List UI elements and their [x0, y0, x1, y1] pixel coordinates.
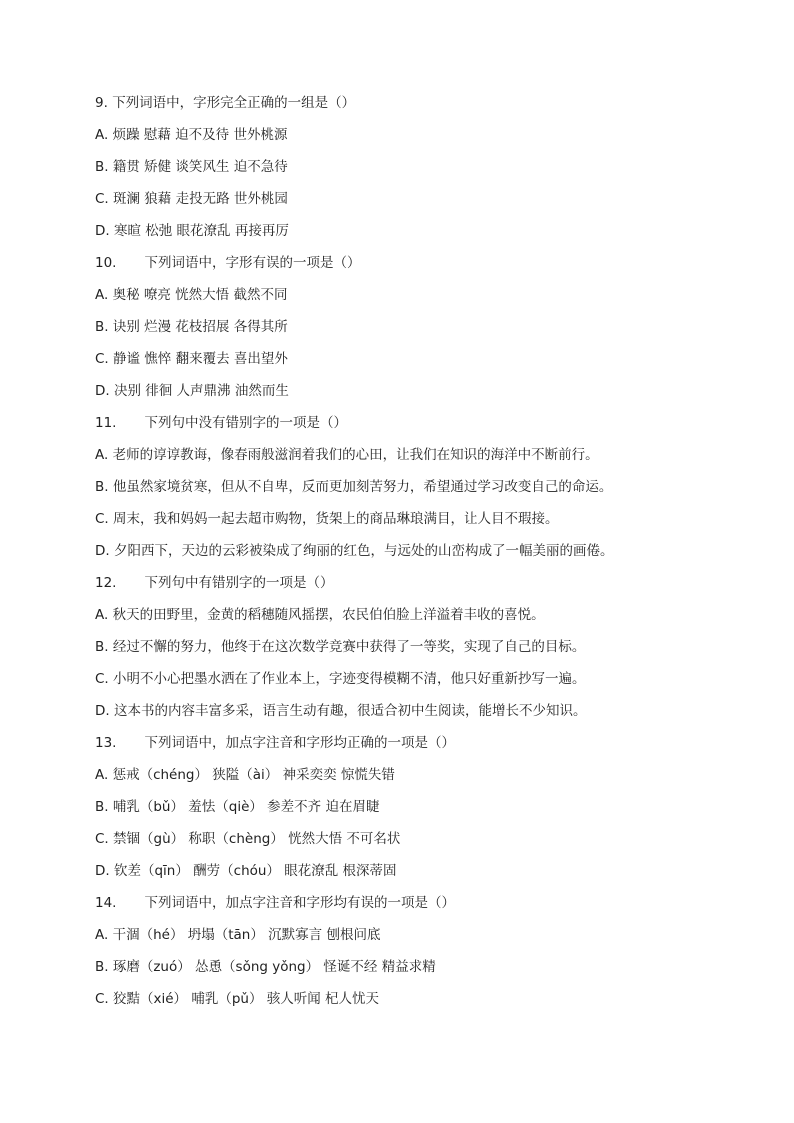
question-9-option-b: B. 籍贯 矫健 谈笑风生 迫不急待: [95, 159, 288, 175]
question-text: 下列句中有错别字的一项是（）: [144, 575, 334, 591]
question-11-option-b: B. 他虽然家境贫寒，但从不自卑，反而更加刻苦努力，希望通过学习改变自己的命运。: [95, 479, 613, 495]
question-text: 下列句中没有错别字的一项是（）: [144, 415, 347, 431]
question-13-option-d: D. 钦差（qīn） 酬劳（chóu） 眼花潦乱 根深蒂固: [95, 863, 397, 879]
question-13-stem: [95, 734, 455, 752]
question-number: 13.: [95, 735, 117, 751]
question-10-option-d: D. 决别 徘徊 人声鼎沸 油然而生: [95, 383, 289, 399]
question-number: 9.: [95, 95, 108, 111]
question-9-option-d: D. 寒暄 松弛 眼花潦乱 再接再厉: [95, 223, 289, 239]
question-10-option-c: C. 静谧 憔悴 翻来覆去 喜出望外: [95, 351, 288, 367]
question-number: 10.: [95, 255, 117, 271]
question-10-option-a: A. 奥秘 嘹亮 恍然大悟 截然不同: [95, 287, 288, 303]
question-13-option-a: A. 惩戒（chéng） 狭隘（ài） 神采奕奕 惊慌失错: [95, 767, 395, 783]
question-12-stem: [95, 574, 333, 592]
question-9-option-a: A. 烦躁 慰藉 迫不及待 世外桃源: [95, 127, 288, 143]
question-12-option-a: A. 秋天的田野里，金黄的稻穗随风摇摆，农民伯伯脸上洋溢着丰收的喜悦。: [95, 607, 545, 623]
question-9-stem: [95, 94, 355, 112]
question-number: 14.: [95, 895, 117, 911]
question-text: 下列词语中，字形有误的一项是（）: [144, 255, 361, 271]
question-9-option-c: C. 斑澜 狼藉 走投无路 世外桃园: [95, 191, 288, 207]
question-number: 11.: [95, 415, 117, 431]
question-13-option-c: C. 禁锢（gù） 称职（chèng） 恍然大悟 不可名状: [95, 831, 401, 847]
question-12-option-c: C. 小明不小心把墨水洒在了作业本上，字迹变得模糊不清，他只好重新抄写一遍。: [95, 671, 586, 687]
question-14-option-b: B. 琢磨（zuó） 怂恿（sǒng yǒng） 怪诞不经 精益求精: [95, 959, 436, 975]
question-number: 12.: [95, 575, 117, 591]
question-11-option-d: D. 夕阳西下，天边的云彩被染成了绚丽的红色，与远处的山峦构成了一幅美丽的画倦。: [95, 543, 614, 559]
question-12-option-b: B. 经过不懈的努力，他终于在这次数学竞赛中获得了一等奖，实现了自己的目标。: [95, 639, 586, 655]
question-11-option-a: A. 老师的谆谆教诲，像春雨般滋润着我们的心田，让我们在知识的海洋中不断前行。: [95, 447, 599, 463]
question-14-option-c: C. 狡黠（xié） 哺乳（pǔ） 骇人听闻 杞人忧天: [95, 991, 380, 1007]
question-14-stem: [95, 894, 455, 912]
question-14-option-a: A. 干涸（hé） 坍塌（tān） 沉默寡言 刨根问底: [95, 927, 381, 943]
question-12-option-d: D. 这本书的内容丰富多采，语言生动有趣，很适合初中生阅读，能增长不少知识。: [95, 703, 587, 719]
question-13-option-b: B. 哺乳（bǔ） 羞怯（qiè） 参差不齐 迫在眉睫: [95, 799, 380, 815]
question-text: 下列词语中，加点字注音和字形均有误的一项是（）: [144, 895, 455, 911]
question-10-option-b: B. 诀别 烂漫 花枝招展 各得其所: [95, 319, 288, 335]
question-11-option-c: C. 周末，我和妈妈一起去超市购物，货架上的商品琳琅满目，让人目不瑕接。: [95, 511, 559, 527]
question-10-stem: [95, 254, 360, 272]
question-text: 下列词语中，加点字注音和字形均正确的一项是（）: [144, 735, 455, 751]
question-text: 下列词语中，字形完全正确的一组是（）: [112, 95, 356, 111]
question-11-stem: [95, 414, 347, 432]
